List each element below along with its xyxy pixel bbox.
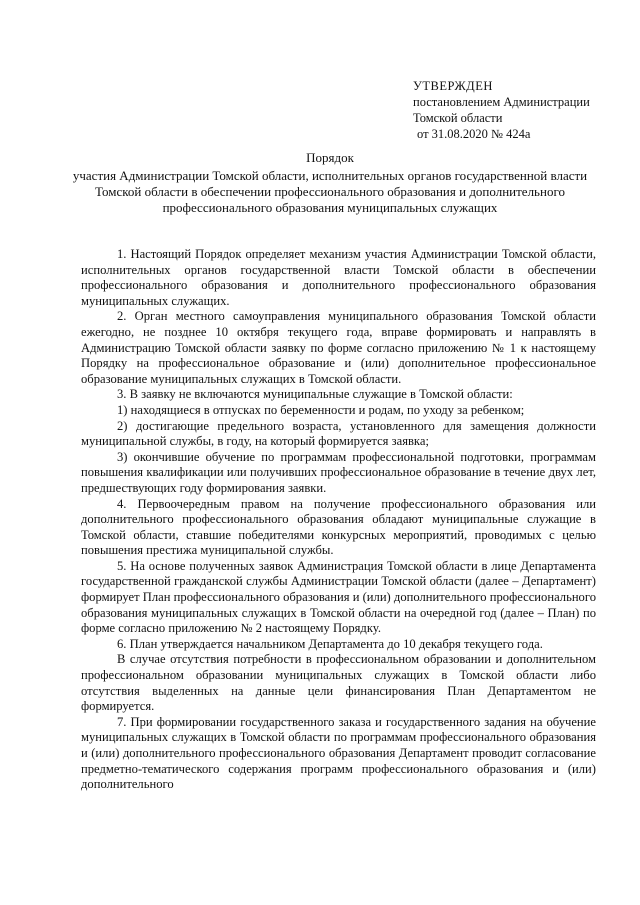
paragraph-3-item-3: 3) окончившие обучение по программам профессиональной подготовки, программам повышения квалификации или получивших профессиональное образование в течение двух лет, предшествующих году формирования заявки. — [81, 449, 596, 495]
approval-stamp — [413, 78, 590, 142]
paragraph-1: 1. Настоящий Порядок определяет механизм участия Администрации Томской области, исполнительных органов государственной власти Томской области в обеспечении профессионального образования и дополнительного профессионального образования муниципальных служащих. — [81, 247, 596, 308]
approval-line-2: Томской области — [413, 111, 503, 125]
paragraph-4: 4. Первоочередным правом на получение профессионального образования или дополнительного профессионального образования обладают муниципальные служащие в Томской области, ставшие победителями конкурсных мероприятий, проводимых с целью повышения престижа муниципальной службы. — [81, 496, 596, 558]
paragraph-6: 6. План утверждается начальником Департамента до 10 декабря текущего года. — [117, 636, 543, 651]
paragraph-2: 2. Орган местного самоуправления муниципального образования Томской области ежегодно, не позднее 10 октября текущего года, вправе формировать и направлять в Администрацию Томской области заявку по форме согласно приложению № 1 к настоящему Порядку на профессиональное образование и (или) дополнительное профессиональное образование муниципальных служащих в Томской области. — [81, 309, 596, 386]
approval-line-1: постановлением Администрации — [413, 95, 590, 109]
paragraph-3-item-1: 1) находящиеся в отпусках по беременности и родам, по уходу за ребенком; — [117, 402, 525, 417]
approval-line-3: от 31.08.2020 № 424а — [417, 127, 531, 141]
approval-heading: УТВЕРЖДЕН — [413, 79, 493, 93]
document-subtitle: участия Администрации Томской области, исполнительных органов государственной власти Томской области в обеспечении профессионального образования и дополнительного профессионального образования муниципальных служащих — [72, 168, 588, 215]
paragraph-3-item-2: 2) достигающие предельного возраста, установленного для замещения должности муниципальной службы, в году, на который формируется заявка; — [81, 418, 596, 449]
document-body — [81, 247, 596, 793]
paragraph-3: 3. В заявку не включаются муниципальные служащие в Томской области: — [117, 387, 513, 402]
document-title-block — [60, 150, 600, 216]
paragraph-7: 7. При формировании государственного заказа и государственного задания на обучение муниципальных служащих в Томской области по программам профессионального образования и (или) дополнительного профессионального образования Департамент проводит согласование предметно-тематического содержания программ профессионального образования и (или) дополнительного — [81, 714, 596, 792]
document-title: Порядок — [306, 150, 354, 165]
paragraph-5: 5. На основе полученных заявок Администрация Томской области в лице Департамента государственной гражданской службы Администрации Томской области (далее – Департамент) формирует План профессионального образования и (или) дополнительного профессионального образования муниципальных служащих в Томской области на очередной год (далее – План) по форме согласно приложению № 2 настоящему Порядку. — [81, 558, 596, 636]
paragraph-6-continued: В случае отсутствия потребности в профессиональном образовании и дополнительном профессиональном образовании муниципальных служащих в Томской области либо отсутствия выделенных на данные цели финансирования План Департаментом не формируется. — [81, 652, 596, 714]
